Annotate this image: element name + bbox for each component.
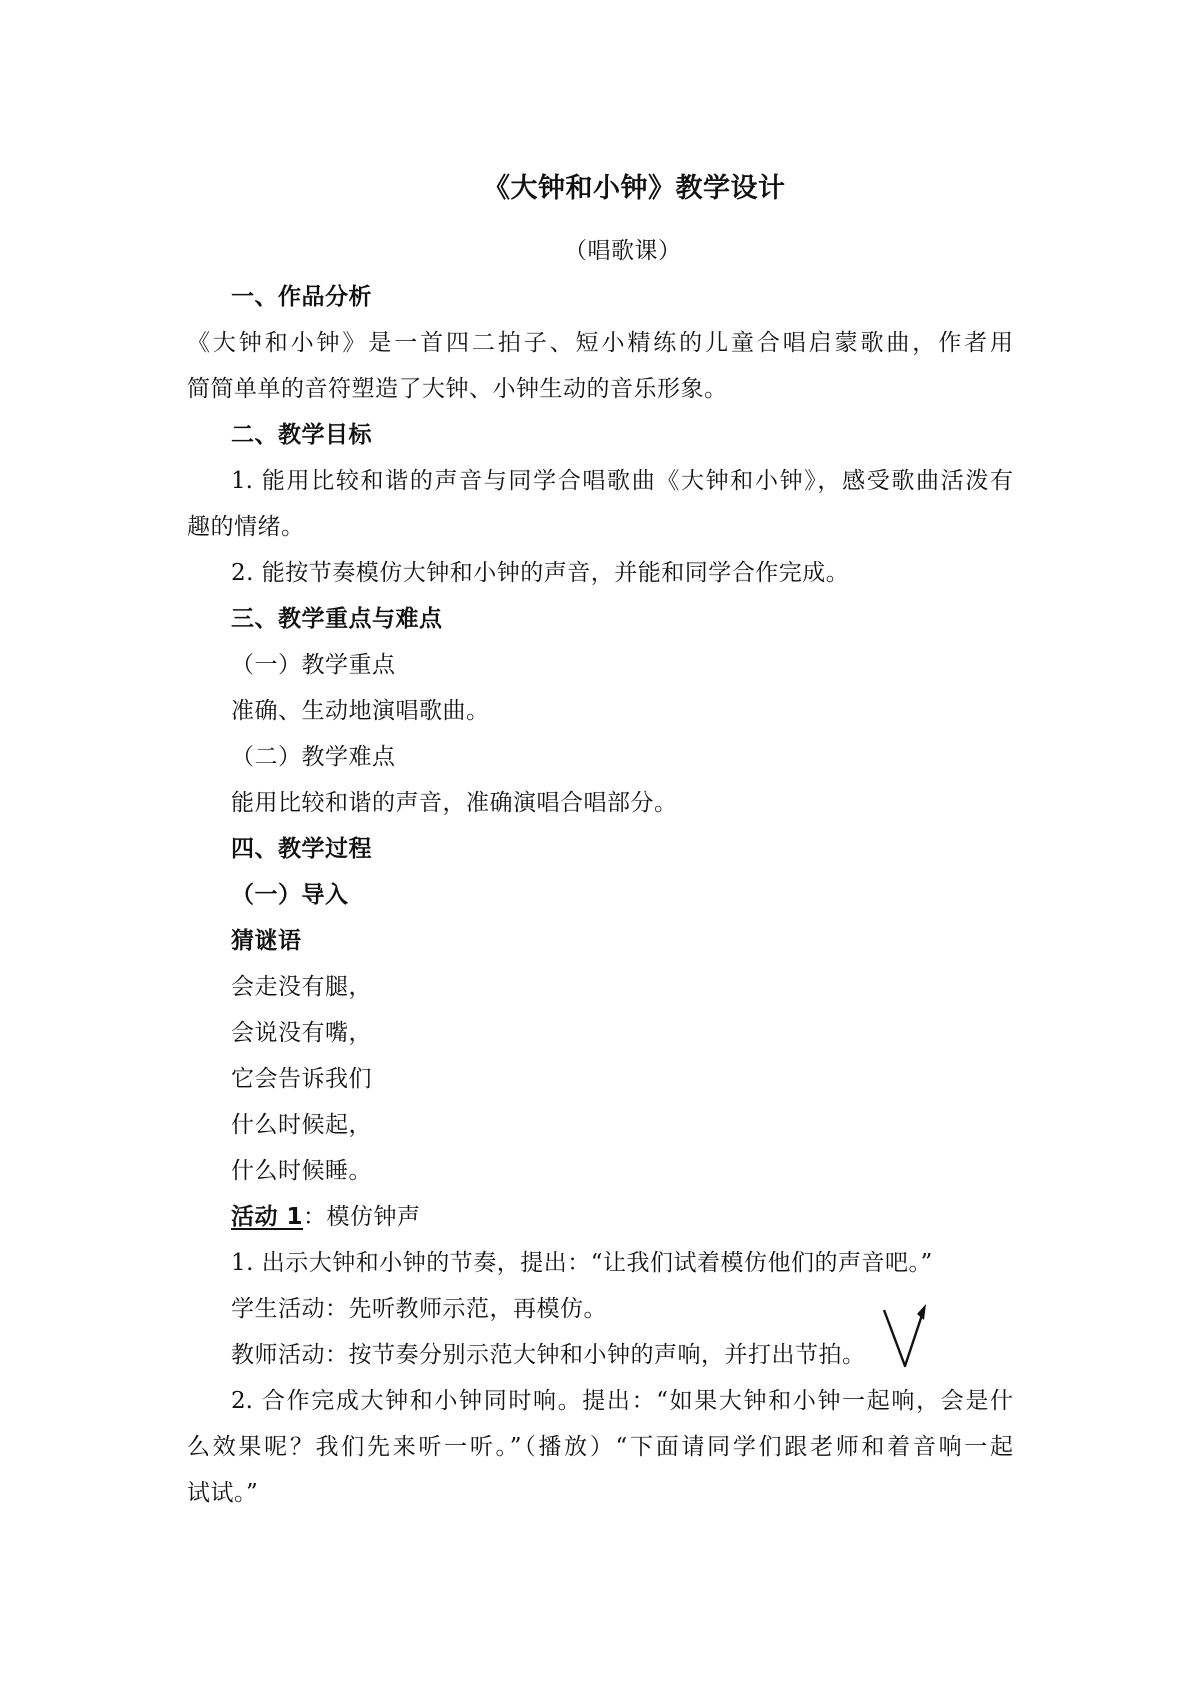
key-point-heading: （一）教学重点	[231, 652, 396, 678]
riddle-line: 什么时候起，	[231, 1112, 372, 1138]
document-subtitle: （唱歌课）	[564, 238, 682, 264]
objective-1-line-2: 趣的情绪。	[187, 514, 305, 540]
activity-step-1: 1. 出示大钟和小钟的节奏，提出：“让我们试着模仿他们的声音吧。”	[231, 1250, 933, 1276]
difficulty-heading: （二）教学难点	[231, 744, 396, 770]
difficulty-text: 能用比较和谐的声音，准确演唱合唱部分。	[231, 790, 678, 816]
activity-1-label: 活动 1	[231, 1204, 304, 1230]
objective-1-line-1: 1. 能用比较和谐的声音与同学合唱歌曲《大钟和小钟》，感受歌曲活泼有	[231, 468, 1013, 494]
teacher-activity: 教师活动：按节奏分别示范大钟和小钟的声响，并打出节拍。	[231, 1342, 866, 1368]
activity-1-title: ：模仿钟声	[303, 1204, 421, 1230]
beat-gesture-arrow-icon	[880, 1304, 930, 1374]
riddle-line: 会走没有腿，	[231, 974, 372, 1000]
document-title: 《大钟和小钟》教学设计	[483, 173, 786, 204]
analysis-paragraph-line-1: 《大钟和小钟》是一首四二拍子、短小精练的儿童合唱启蒙歌曲，作者用	[187, 330, 1013, 356]
key-point-text: 准确、生动地演唱歌曲。	[231, 698, 490, 724]
riddle-line: 什么时候睡。	[231, 1158, 372, 1184]
riddle-line: 会说没有嘴，	[231, 1020, 372, 1046]
section-heading-key-points: 三、教学重点与难点	[231, 606, 443, 632]
student-activity: 学生活动：先听教师示范，再模仿。	[231, 1296, 607, 1322]
analysis-paragraph-line-2: 简简单单的音符塑造了大钟、小钟生动的音乐形象。	[187, 376, 728, 402]
activity-step-2-line-3: 试试。”	[187, 1480, 259, 1506]
riddle-heading: 猜谜语	[231, 928, 302, 954]
objective-2: 2. 能按节奏模仿大钟和小钟的声音，并能和同学合作完成。	[231, 560, 850, 586]
activity-step-2-line-1: 2. 合作完成大钟和小钟同时响。提出：“如果大钟和小钟一起响，会是什	[231, 1388, 1013, 1414]
intro-heading: （一）导入	[231, 882, 349, 908]
activity-step-2-line-2: 么效果呢？我们先来听一听。”（播放）“下面请同学们跟老师和着音响一起	[187, 1434, 1013, 1460]
section-heading-process: 四、教学过程	[231, 836, 372, 862]
section-heading-analysis: 一、作品分析	[231, 284, 372, 310]
riddle-line: 它会告诉我们	[231, 1066, 372, 1092]
activity-1-heading	[231, 1202, 421, 1232]
section-heading-objectives: 二、教学目标	[231, 422, 372, 448]
